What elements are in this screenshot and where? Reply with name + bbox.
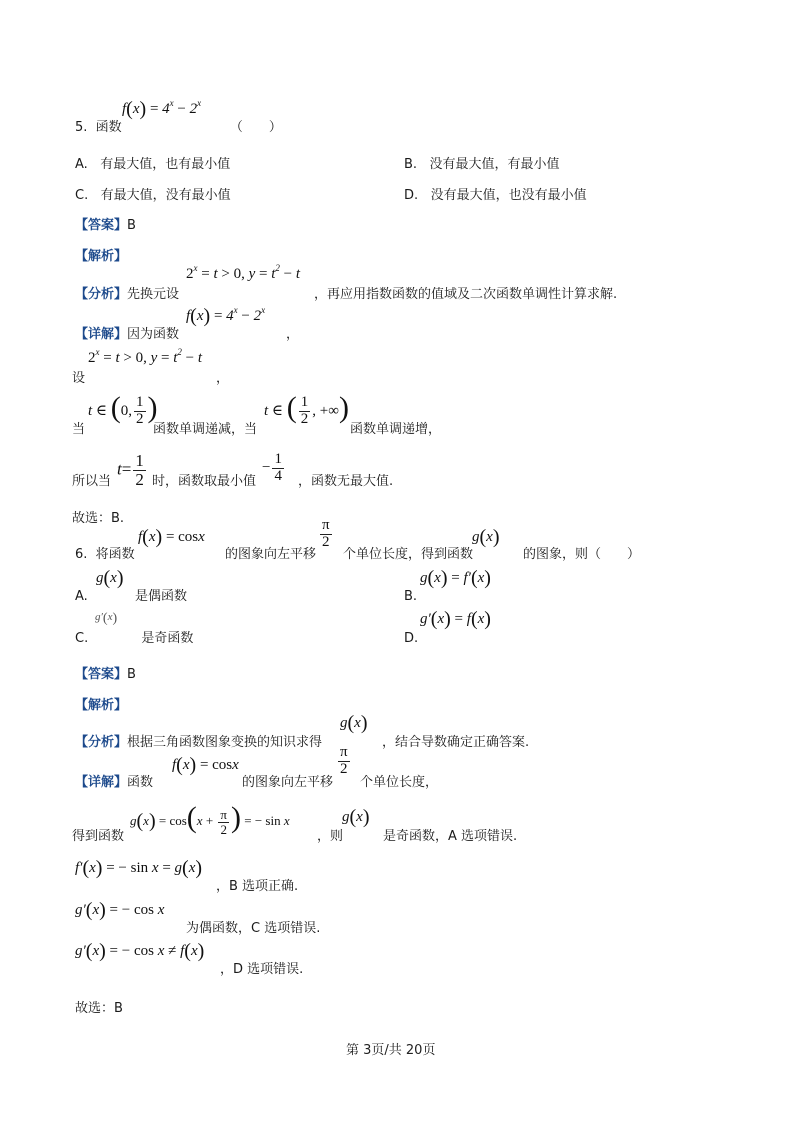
q6-option-d: D. bbox=[404, 631, 419, 646]
q5-inc-text: 函数单调递增， bbox=[350, 422, 442, 437]
q6-stem-post: 的图象，则（ ） bbox=[523, 547, 641, 562]
q6-f-formula: f(x) = cosx bbox=[138, 526, 205, 548]
q6-xiangjie-mid: 的图象向左平移 bbox=[242, 775, 334, 790]
q5-shi: 时，函数取最小值 bbox=[152, 474, 257, 489]
q5-dec-text: 函数单调递减，当 bbox=[153, 422, 258, 437]
q6-xiangjie-formula: f(x) = cosx bbox=[172, 754, 239, 776]
q5-analysis-tag: 【解析】 bbox=[75, 249, 128, 264]
q6-fenxi-formula: g(x) bbox=[340, 712, 368, 734]
q6-c-formula: g′(x) = − cos x bbox=[75, 899, 165, 921]
q5-xiangjie-formula: $f(x) = 4^x - 2^x$ bbox=[186, 305, 266, 327]
q6-b-text: ，B 选项正确. bbox=[216, 879, 299, 894]
q5-option-b: B. 没有最大值，有最小值 bbox=[404, 157, 560, 172]
q5-min-value: − $\frac{1}{4}$ bbox=[262, 451, 282, 484]
q6-odd-text: 是奇函数，A 选项错误. bbox=[383, 829, 518, 844]
q6-option-a-formula: g(x) bbox=[96, 567, 124, 589]
q6-g-formula: g(x) bbox=[472, 526, 500, 548]
q5-fenxi-post: ，再应用指数函数的值域及二次函数单调性计算求解. bbox=[314, 287, 618, 302]
q5-suoyi: 所以当 bbox=[72, 474, 112, 489]
q5-interval-inc: t ∈ ( $\frac{1}{2}$ , +∞) bbox=[264, 391, 349, 428]
q6-option-d-formula: g′(x) = f(x) bbox=[420, 608, 491, 630]
q6-ze: ，则 bbox=[317, 829, 344, 844]
q6-gx-odd: g(x) bbox=[342, 806, 370, 828]
q6-fenxi: 【分析】根据三角函数图象变换的知识求得 bbox=[75, 735, 323, 750]
q5-option-a: A. 有最大值，也有最小值 bbox=[75, 157, 231, 172]
q5-number: 5. bbox=[75, 120, 88, 135]
q5-guxuan: 故选：B. bbox=[72, 511, 125, 526]
q6-answer: 【答案】B bbox=[75, 667, 136, 682]
q5-she: 设 bbox=[72, 371, 86, 386]
q6-xiangjie: 【详解】函数 bbox=[75, 775, 154, 790]
q6-pi-half: $\frac{\pi}{2}$ bbox=[322, 517, 330, 550]
q5-she-formula: 2$^x$ = t > 0, $y = t^2 - t$ bbox=[88, 347, 203, 366]
q6-d-text: ，D 选项错误. bbox=[220, 962, 304, 977]
q6-stem-mid: 的图象向左平移 bbox=[225, 547, 317, 562]
page-footer: 第 3页/共 20页 bbox=[346, 1043, 436, 1058]
q6-option-c: C. 是奇函数 bbox=[75, 631, 194, 646]
q5-blank: （ ） bbox=[229, 120, 282, 135]
q6-option-b: B. bbox=[404, 589, 418, 604]
q5-xiangjie-comma: ， bbox=[286, 327, 300, 342]
q6-stem: 6. 将函数 bbox=[75, 547, 135, 562]
q5-formula: $f(x) = 4^x - 2^x$ bbox=[122, 98, 202, 120]
q6-number: 6. bbox=[75, 547, 88, 562]
q5-fenxi-formula: 2$^x$ = t > 0, $y = t^2 - t$ bbox=[186, 263, 301, 282]
q5-option-d: D. 没有最大值，也没有最小值 bbox=[404, 188, 587, 203]
q5-stem-text: 函数 bbox=[95, 120, 122, 135]
q6-c-text: 为偶函数，C 选项错误. bbox=[186, 921, 321, 936]
q6-xiangjie-post: 个单位长度， bbox=[360, 775, 439, 790]
q5-stem bbox=[75, 121, 282, 134]
q6-dedao: 得到函数 bbox=[72, 829, 125, 844]
q5-dang: 当 bbox=[72, 422, 86, 437]
q5-answer: 【答案】B bbox=[75, 218, 136, 233]
q6-guxuan: 故选：B bbox=[75, 1001, 123, 1016]
q5-she-comma: ， bbox=[216, 371, 230, 386]
q5-fenxi: 【分析】先换元设 bbox=[75, 287, 180, 302]
q6-option-c-formula: g′(x) bbox=[95, 611, 118, 626]
q6-stem-mid2: 个单位长度，得到函数 bbox=[343, 547, 474, 562]
q6-d-formula: g′(x) = − cos x ≠ f(x) bbox=[75, 940, 205, 962]
q5-t-half: t= $\frac{1}{2}$ bbox=[117, 451, 144, 489]
q6-analysis-tag: 【解析】 bbox=[75, 698, 128, 713]
q6-fenxi-post: ，结合导数确定正确答案. bbox=[382, 735, 530, 750]
q5-xiangjie: 【详解】因为函数 bbox=[75, 327, 180, 342]
q5-interval-dec: t ∈ (0, $\frac{1}{2}$ ) bbox=[88, 391, 158, 428]
q6-g-derivation: g(x) = cos(x + $\frac{\pi}{2}$ ) = − sin x bbox=[130, 801, 290, 837]
q5-no-max: ，函数无最大值. bbox=[298, 474, 394, 489]
q6-option-a: A. 是偶函数 bbox=[75, 589, 187, 604]
q6-xiangjie-pi: $\frac{\pi}{2}$ bbox=[340, 744, 348, 777]
q6-option-b-formula: g(x) = f′(x) bbox=[420, 567, 491, 589]
q5-option-c: C. 有最大值，没有最小值 bbox=[75, 188, 231, 203]
q6-b-formula: f′(x) = − sin x = g(x) bbox=[75, 857, 203, 879]
